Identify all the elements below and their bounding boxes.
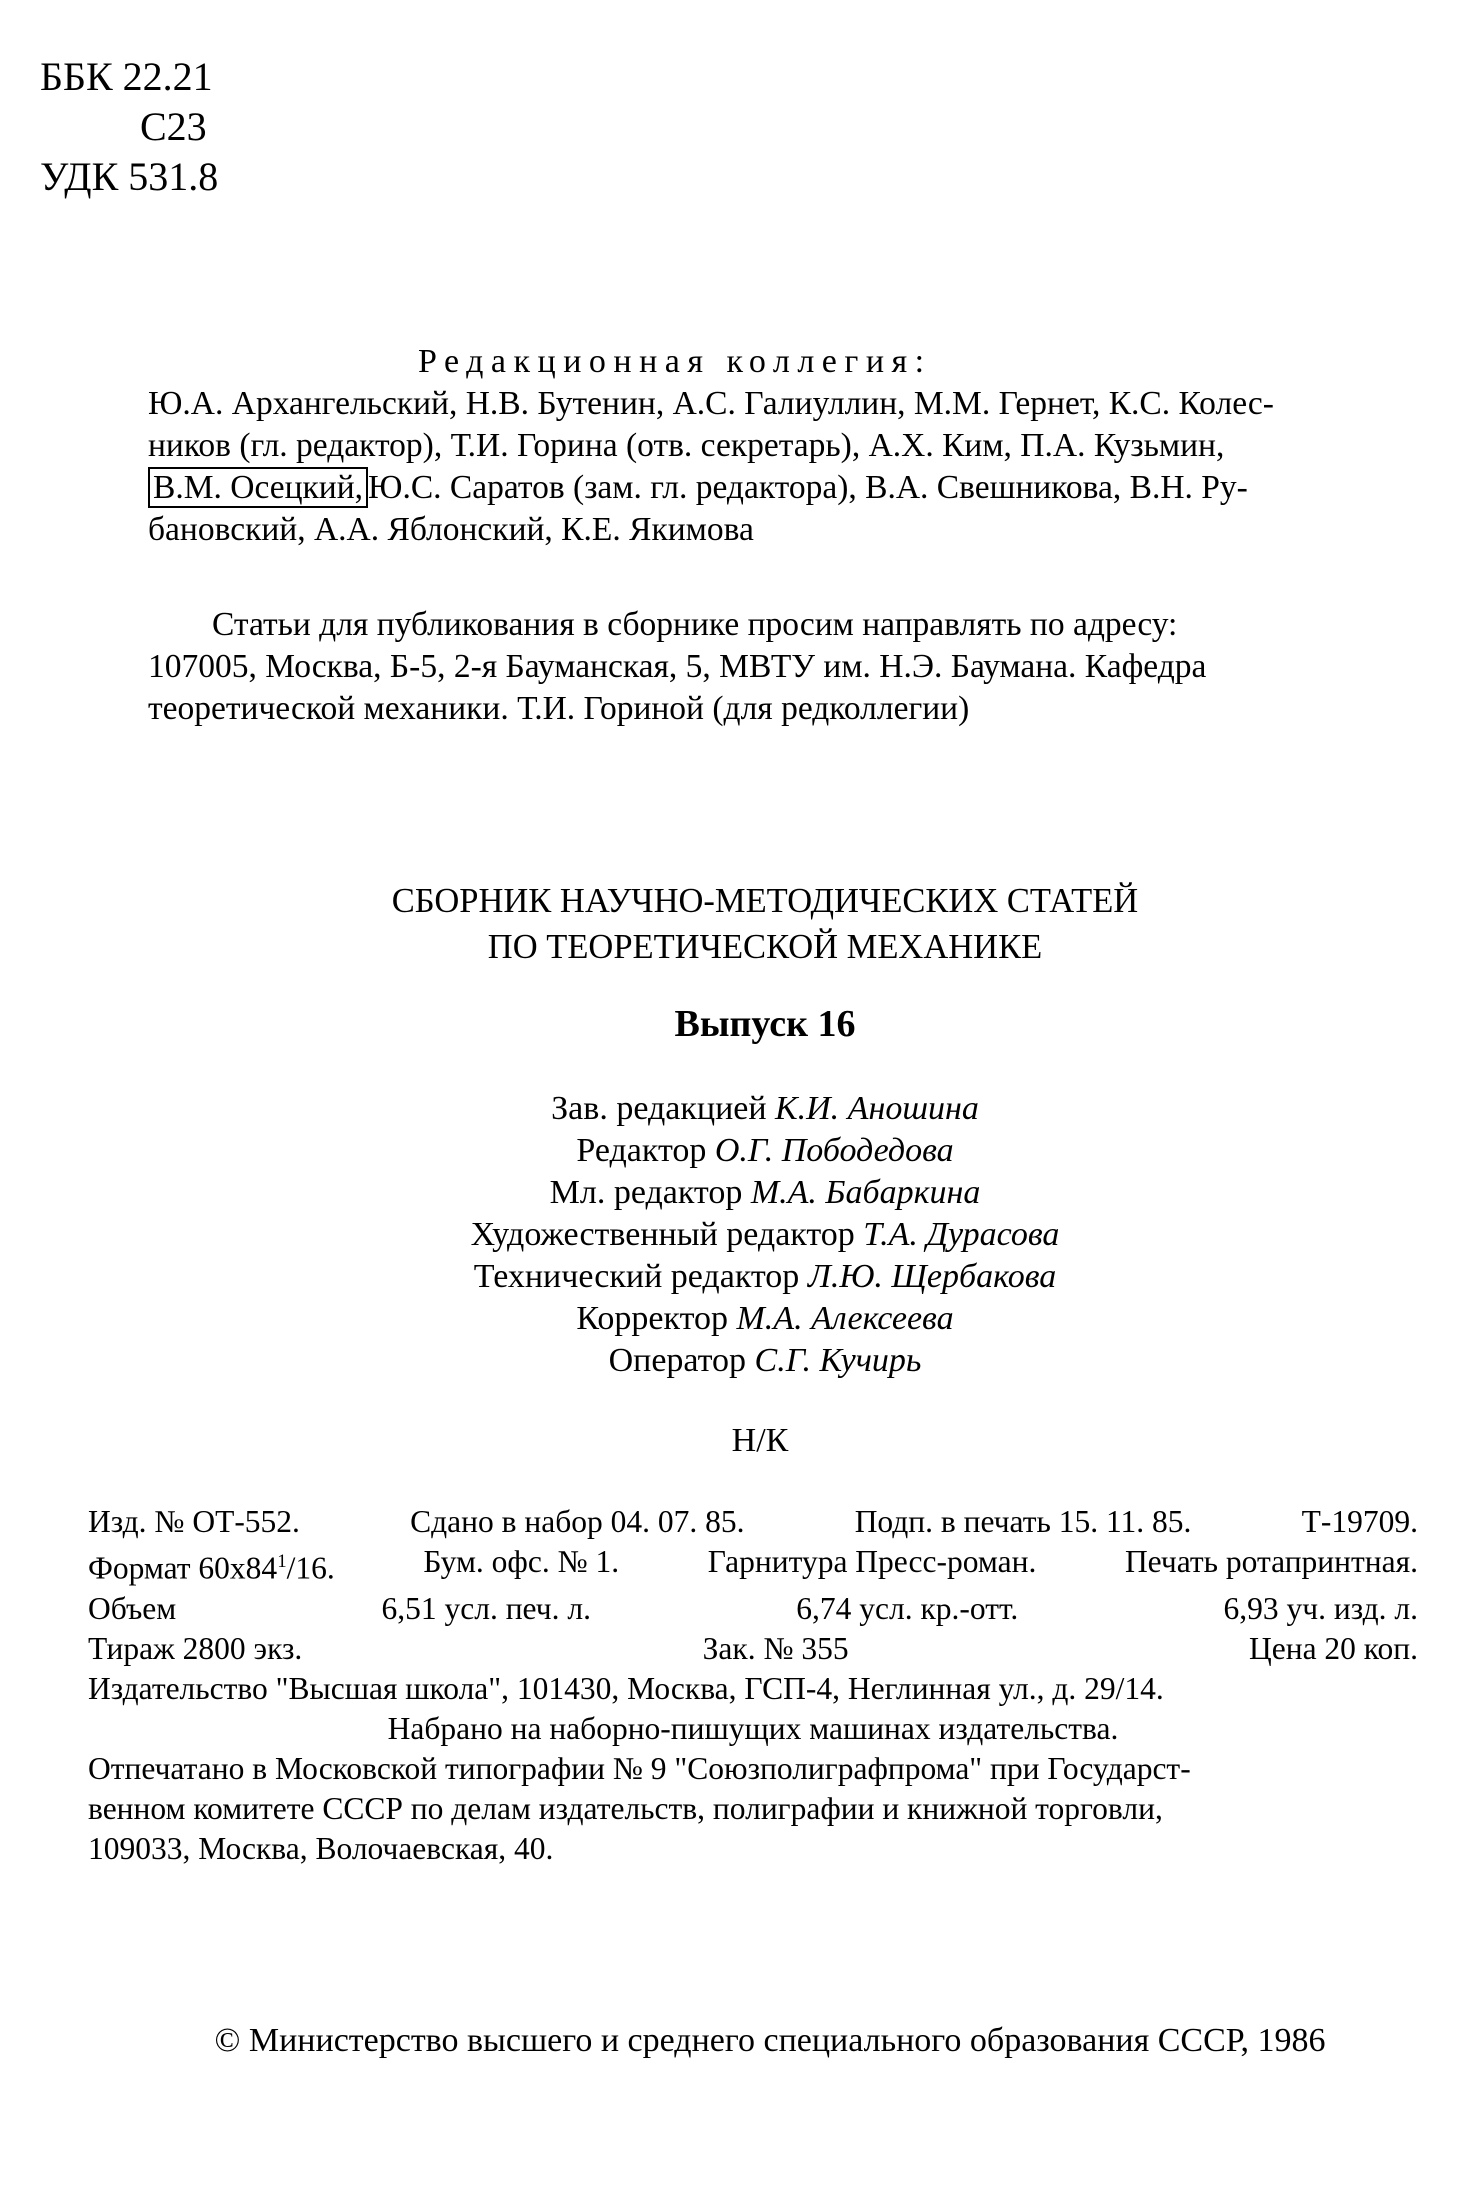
board-line: Ю.А. Архангельский, Н.В. Бутенин, А.С. Галиуллин, М.М. Гернет, К.С. Колес- bbox=[148, 385, 1274, 422]
imprint-row bbox=[88, 1589, 1418, 1629]
print-sign-date: Подп. в печать 15. 11. 85. bbox=[854, 1504, 1192, 1539]
staff-name: С.Г. Кучирь bbox=[754, 1342, 922, 1379]
staff-name: Л.Ю. Щербакова bbox=[807, 1258, 1057, 1295]
typeface: Гарнитура Пресс-роман. bbox=[707, 1544, 1037, 1579]
staff-role: Зав. редакцией bbox=[551, 1090, 767, 1127]
imprint-block bbox=[88, 1502, 1418, 1869]
t-number: Т-19709. bbox=[1301, 1504, 1418, 1539]
print-run: Тираж 2800 экз. bbox=[88, 1630, 303, 1666]
staff-role: Технический редактор bbox=[473, 1258, 800, 1295]
publication-number: Изд. № ОТ-552. bbox=[88, 1504, 300, 1539]
volume-printed-sheets: 6,51 усл. печ. л. bbox=[381, 1590, 591, 1626]
printed-line: 109033, Москва, Волочаевская, 40. bbox=[88, 1830, 554, 1866]
staff-row bbox=[50, 1172, 1480, 1214]
staff-row bbox=[50, 1340, 1480, 1382]
address-line: Статьи для публикования в сборнике просим направлять по адресу: bbox=[212, 606, 1178, 643]
imprint-row bbox=[88, 1629, 1418, 1669]
typeset-note: Набрано на наборно-пишущих машинах издательства. bbox=[387, 1710, 1119, 1746]
volume-edition-sheets: 6,93 уч. изд. л. bbox=[1223, 1590, 1418, 1626]
staff-name: Т.А. Дурасова bbox=[863, 1216, 1060, 1253]
board-line: бановский, А.А. Яблонский, К.Е. Якимова bbox=[148, 511, 754, 548]
staff-list bbox=[0, 1088, 1480, 1382]
format bbox=[88, 1542, 335, 1589]
staff-row bbox=[50, 1298, 1480, 1340]
board-line: ников (гл. редактор), Т.И. Горина (отв. секретарь), А.Х. Ким, П.А. Кузьмин, bbox=[148, 427, 1225, 464]
staff-name: М.А. Бабаркина bbox=[750, 1174, 981, 1211]
staff-name: О.Г. Пободедова bbox=[714, 1132, 954, 1169]
format-suffix: /16. bbox=[286, 1550, 335, 1586]
issue-number: Выпуск 16 bbox=[674, 1003, 856, 1045]
volume-color-prints: 6,74 усл. кр.-отт. bbox=[796, 1590, 1019, 1626]
staff-row bbox=[50, 1214, 1480, 1256]
order-number: Зак. № 355 bbox=[702, 1630, 849, 1666]
staff-name: К.И. Аношина bbox=[775, 1090, 979, 1127]
imprint-row bbox=[88, 1502, 1418, 1542]
boxed-name: В.М. Осецкий, bbox=[148, 467, 368, 508]
staff-role: Корректор bbox=[576, 1300, 728, 1337]
staff-role: Художественный редактор bbox=[470, 1216, 855, 1253]
printed-line: венном комитете СССР по делам издательств, полиграфии и книжной торговли, bbox=[88, 1790, 1163, 1826]
staff-role: Оператор bbox=[608, 1342, 747, 1379]
classification-codes bbox=[40, 52, 218, 202]
address-line: теоретической механики. Т.И. Гориной (для редколлегии) bbox=[148, 690, 970, 727]
board-line-rest: Ю.С. Саратов (зам. гл. редактора), В.А. Свешникова, В.Н. Ру- bbox=[368, 469, 1248, 506]
copyright-notice: © Министерство высшего и среднего специального образования СССР, 1986 bbox=[214, 2022, 1326, 2059]
title-line: ПО ТЕОРЕТИЧЕСКОЙ МЕХАНИКЕ bbox=[487, 928, 1043, 966]
nk-mark: Н/К bbox=[731, 1422, 789, 1459]
book-title bbox=[0, 878, 1480, 970]
board-line bbox=[148, 467, 1378, 509]
printed-line: Отпечатано в Московской типографии № 9 "Союзполиграфпрома" при Государст- bbox=[88, 1750, 1191, 1786]
staff-name: М.А. Алексеева bbox=[736, 1300, 954, 1337]
bbk-code: ББК 22.21 bbox=[40, 54, 213, 99]
format-prefix: Формат 60х84 bbox=[88, 1550, 278, 1586]
editorial-board-members bbox=[148, 383, 1378, 551]
staff-row bbox=[50, 1130, 1480, 1172]
address-line: 107005, Москва, Б-5, 2-я Бауманская, 5, МВТУ им. Н.Э. Баумана. Кафедра bbox=[148, 648, 1207, 685]
format-sup: 1 bbox=[277, 1551, 287, 1572]
volume-label: Объем bbox=[88, 1590, 177, 1626]
staff-row bbox=[50, 1256, 1480, 1298]
publisher-line: Издательство "Высшая школа", 101430, Москва, ГСП-4, Неглинная ул., д. 29/14. bbox=[88, 1670, 1164, 1706]
staff-role: Мл. редактор bbox=[549, 1174, 743, 1211]
staff-role: Редактор bbox=[576, 1132, 707, 1169]
paper: Бум. офс. № 1. bbox=[423, 1544, 620, 1579]
editorial-board-heading: Редакционная коллегия: bbox=[418, 343, 932, 380]
printing-method: Печать ротапринтная. bbox=[1124, 1544, 1418, 1579]
author-code: С23 bbox=[140, 104, 207, 149]
submission-address bbox=[148, 604, 1378, 730]
title-line: СБОРНИК НАУЧНО-МЕТОДИЧЕСКИХ СТАТЕЙ bbox=[391, 882, 1139, 920]
imprint-row bbox=[88, 1542, 1418, 1589]
typeset-date: Сдано в набор 04. 07. 85. bbox=[410, 1504, 745, 1539]
price: Цена 20 коп. bbox=[1248, 1630, 1418, 1666]
staff-row bbox=[50, 1088, 1480, 1130]
udk-code: УДК 531.8 bbox=[40, 154, 219, 199]
